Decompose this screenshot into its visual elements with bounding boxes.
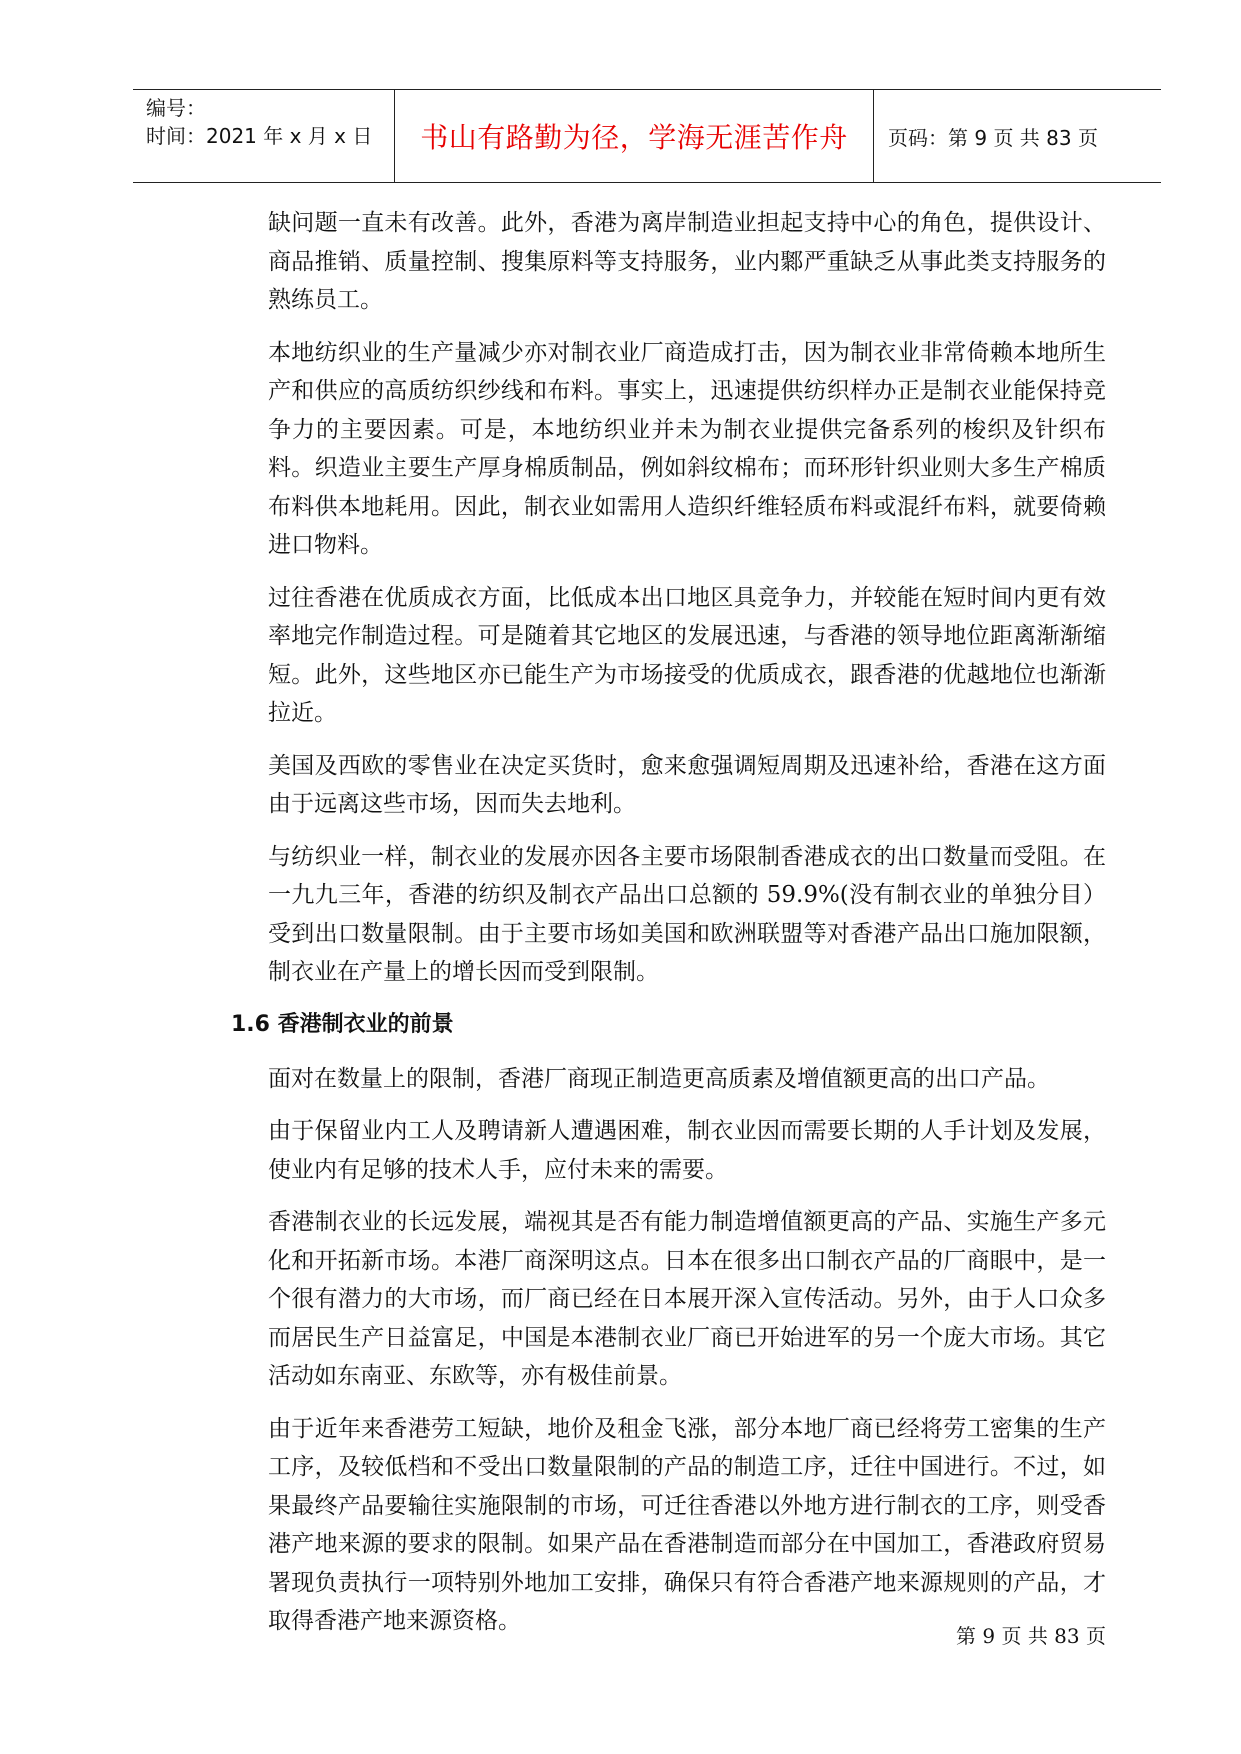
paragraph: 本地纺织业的生产量减少亦对制衣业厂商造成打击，因为制衣业非常倚赖本地所生产和供应的高质纺织纱线和布料。事实上，迅速提供纺织样办正是制衣业能保持竞争力的主要因素。可是，本地纺织业并未为制衣业提供完备系列的梭织及针织布料。织造业主要生产厚身棉质制品，例如斜纹棉布；而环形针织业则大多生产棉质布料供本地耗用。因此，制衣业如需用人造织纤维轻质布料或混纤布料，就要倚赖进口物料。	[268, 339, 1106, 558]
paragraph: 美国及西欧的零售业在决定买货时，愈来愈强调短周期及迅速补给，香港在这方面由于远离这些市场，因而失去地利。	[268, 752, 1106, 817]
document-number-label: 编号：	[146, 96, 206, 120]
document-body	[231, 204, 1106, 1655]
paragraph: 过往香港在优质成衣方面，比低成本出口地区具竞争力，并较能在短时间内更有效率地完作制造过程。可是随着其它地区的发展迅速，与香港的领导地位距离渐渐缩短。此外，这些地区亦已能生产为市场接受的优质成衣，跟香港的优越地位也渐渐拉近。	[268, 584, 1106, 726]
header-motto: 书山有路勤为径，学海无涯苦作舟	[420, 121, 848, 154]
header-meta-cell	[133, 90, 394, 182]
paragraph: 由于近年来香港劳工短缺，地价及租金飞涨，部分本地厂商已经将劳工密集的生产工序，及较低档和不受出口数量限制的产品的制造工序，迁往中国进行。不过，如果最终产品要输往实施限制的市场，可迁往香港以外地方进行制衣的工序，则受香港产地来源的要求的限制。如果产品在香港制造而部分在中国加工，香港政府贸易署现负责执行一项特别外地加工安排，确保只有符合香港产地来源规则的产品，才取得香港产地来源资格。	[268, 1415, 1106, 1634]
section-heading: 1.6 香港制衣业的前景	[231, 1011, 454, 1037]
header-motto-cell	[394, 90, 874, 182]
paragraph: 面对在数量上的限制，香港厂商现正制造更高质素及增值额更高的出口产品。	[268, 1065, 1050, 1092]
paragraph: 由于保留业内工人及聘请新人遭遇困难，制衣业因而需要长期的人手计划及发展，使业内有足够的技术人手，应付未来的需要。	[268, 1118, 1106, 1183]
page-header	[133, 89, 1161, 183]
paragraph: 缺问题一直未有改善。此外，香港为离岸制造业担起支持中心的角色，提供设计、商品推销、质量控制、搜集原料等支持服务，业内鄹严重缺乏从事此类支持服务的熟练员工。	[268, 210, 1106, 313]
document-time-label: 时间：2021 年 x 月 x 日	[146, 124, 373, 148]
page-footer: 第 9 页 共 83 页	[956, 1624, 1106, 1648]
header-page-code: 页码：第 9 页 共 83 页	[888, 125, 1098, 150]
paragraph: 香港制衣业的长远发展，端视其是否有能力制造增值额更高的产品、实施生产多元化和开拓新市场。本港厂商深明这点。日本在很多出口制衣产品的厂商眼中，是一个很有潜力的大市场，而厂商已经在日本展开深入宣传活动。另外，由于人口众多而居民生产日益富足，中国是本港制衣业厂商已开始进军的另一个庞大市场。其它活动如东南亚、东欧等，亦有极佳前景。	[268, 1209, 1106, 1389]
paragraph: 与纺织业一样，制衣业的发展亦因各主要市场限制香港成衣的出口数量而受阻。在一九九三年，香港的纺织及制衣产品出口总额的 59.9%(没有制衣业的单独分目）受到出口数量限制。由于主要市场如美国和欧洲联盟等对香港产品出口施加限额，制衣业在产量上的增长因而受到限制。	[268, 843, 1106, 985]
header-page-cell	[874, 90, 1161, 182]
